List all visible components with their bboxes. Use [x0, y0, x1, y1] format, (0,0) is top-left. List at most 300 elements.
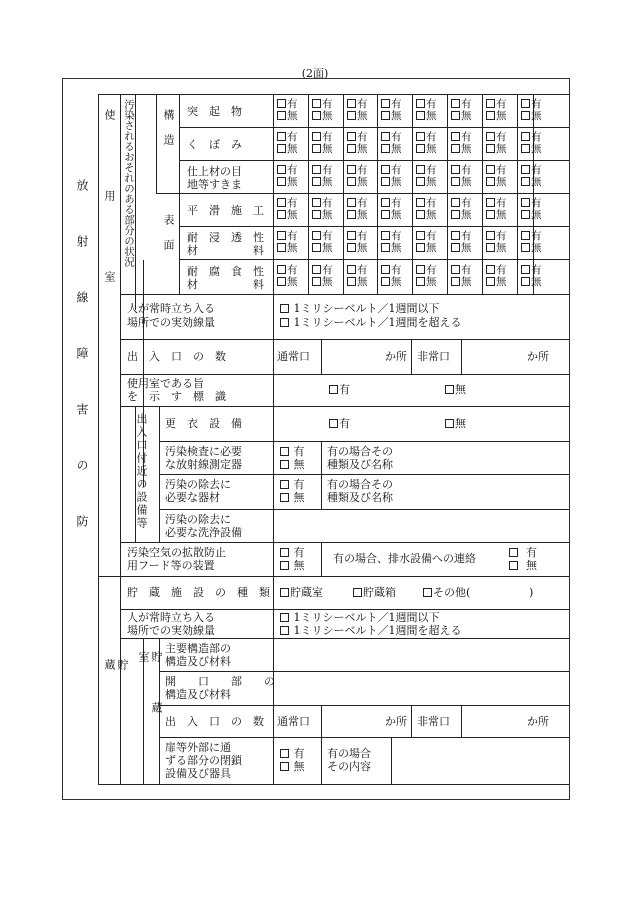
grid-checkbox-no[interactable] [347, 210, 356, 219]
surface-label: 表面 [162, 214, 175, 264]
grid-option-no[interactable] [381, 111, 402, 122]
removal-yes-label: 有 [293, 478, 305, 491]
grid-label-no: 無 [496, 110, 507, 122]
grid-option-no[interactable] [312, 243, 333, 254]
grid-option-yes[interactable] [416, 132, 437, 143]
grid-checkbox-yes[interactable] [312, 132, 321, 141]
grid-label-no: 無 [357, 242, 368, 254]
grid-checkbox-yes[interactable] [521, 132, 530, 141]
grid-checkbox-yes[interactable] [381, 99, 390, 108]
grid-option-no[interactable] [416, 277, 437, 288]
grid-label-no: 無 [357, 276, 368, 288]
grid-checkbox-yes[interactable] [486, 165, 495, 174]
grid-checkbox-no[interactable] [486, 210, 495, 219]
grid-checkbox-yes[interactable] [277, 132, 286, 141]
grid-label-no: 無 [496, 176, 507, 188]
grid-option-yes[interactable] [312, 165, 333, 176]
grid-label-yes: 有 [496, 264, 507, 276]
grid-option-no[interactable] [381, 243, 402, 254]
grid-option-no[interactable] [347, 210, 368, 221]
grid-checkbox-no[interactable] [277, 177, 286, 186]
grid-checkbox-no[interactable] [521, 277, 530, 286]
inspect-yes-checkbox[interactable] [280, 447, 289, 456]
grid-option-yes[interactable] [486, 198, 507, 209]
grid-label-yes: 有 [357, 98, 368, 110]
grid-option-yes[interactable] [381, 99, 402, 110]
grid-option-no[interactable] [347, 177, 368, 188]
struct-label-2: 構造及び材料 [165, 655, 231, 668]
sign-no-checkbox[interactable] [445, 385, 454, 394]
grid-option-yes[interactable] [451, 265, 472, 276]
grid-option-no[interactable] [416, 210, 437, 221]
wash-label-2: 必要な洗浄設備 [165, 526, 242, 539]
storage-dose-label-2: 場所での実効線量 [127, 624, 215, 637]
grid-option-no[interactable] [347, 111, 368, 122]
grid-label-yes: 有 [287, 197, 298, 209]
grid-checkbox-yes[interactable] [277, 99, 286, 108]
grid-option-no[interactable] [381, 210, 402, 221]
grid-label-yes: 有 [426, 197, 437, 209]
grid-option-yes[interactable] [451, 99, 472, 110]
storage-room-checkbox[interactable] [280, 588, 289, 597]
grid-checkbox-no[interactable] [277, 144, 286, 153]
grid-label-yes: 有 [426, 230, 437, 242]
grid-checkbox-no[interactable] [347, 177, 356, 186]
grid-checkbox-no[interactable] [416, 111, 425, 120]
grid-option-yes[interactable] [486, 265, 507, 276]
grid-option-no[interactable] [451, 177, 472, 188]
grid-label-yes: 有 [426, 131, 437, 143]
grid-option-yes[interactable] [312, 265, 333, 276]
grid-checkbox-no[interactable] [381, 144, 390, 153]
grid-label-no: 無 [461, 209, 472, 221]
grid-option-yes[interactable] [416, 231, 437, 242]
grid-option-no[interactable] [451, 144, 472, 155]
grid-option-yes[interactable] [521, 165, 542, 176]
grid-checkbox-yes[interactable] [486, 231, 495, 240]
grid-checkbox-yes[interactable] [277, 265, 286, 274]
grid-checkbox-no[interactable] [451, 277, 460, 286]
grid-checkbox-yes[interactable] [277, 231, 286, 240]
grid-option-no[interactable] [277, 144, 298, 155]
dose-option-over: 1ミリシーベルト／1週間を超える [293, 316, 462, 329]
emergency-entrance-label: 非常口 [417, 350, 450, 363]
exhaust-no-label: 無 [526, 559, 537, 572]
changing-no-checkbox[interactable] [445, 419, 454, 428]
grid-checkbox-yes[interactable] [347, 165, 356, 174]
grid-option-no[interactable] [416, 144, 437, 155]
grid-label-no: 無 [287, 209, 298, 221]
grid-option-yes[interactable] [416, 165, 437, 176]
grid-checkbox-yes[interactable] [416, 198, 425, 207]
grid-checkbox-yes[interactable] [381, 132, 390, 141]
grid-checkbox-yes[interactable] [451, 165, 460, 174]
grid-checkbox-no[interactable] [277, 277, 286, 286]
grid-option-no[interactable] [521, 177, 542, 188]
grid-option-no[interactable] [416, 243, 437, 254]
grid-label-yes: 有 [322, 230, 333, 242]
door-note-2: その内容 [327, 760, 371, 773]
exhaust-yes-checkbox[interactable] [509, 548, 518, 557]
grid-option-yes[interactable] [347, 99, 368, 110]
grid-checkbox-no[interactable] [312, 111, 321, 120]
grid-checkbox-no[interactable] [451, 111, 460, 120]
door-yes-checkbox[interactable] [280, 749, 289, 758]
grid-option-yes[interactable] [312, 99, 333, 110]
grid-checkbox-no[interactable] [451, 210, 460, 219]
row-label-smooth: 平 滑 施 工 [187, 204, 264, 217]
grid-checkbox-no[interactable] [486, 177, 495, 186]
changing-no-label: 無 [455, 417, 466, 430]
grid-checkbox-yes[interactable] [381, 231, 390, 240]
grid-option-yes[interactable] [347, 198, 368, 209]
grid-option-yes[interactable] [312, 231, 333, 242]
grid-checkbox-yes[interactable] [277, 165, 286, 174]
grid-checkbox-no[interactable] [381, 210, 390, 219]
grid-option-yes[interactable] [521, 99, 542, 110]
grid-checkbox-no[interactable] [381, 111, 390, 120]
grid-checkbox-yes[interactable] [416, 99, 425, 108]
grid-label-yes: 有 [357, 131, 368, 143]
grid-option-no[interactable] [347, 243, 368, 254]
grid-option-yes[interactable] [486, 231, 507, 242]
grid-option-yes[interactable] [277, 99, 298, 110]
grid-label-no: 無 [426, 176, 437, 188]
grid-checkbox-no[interactable] [451, 177, 460, 186]
grid-option-no[interactable] [277, 210, 298, 221]
grid-option-yes[interactable] [347, 132, 368, 143]
grid-checkbox-no[interactable] [486, 111, 495, 120]
inspect-yes-label: 有 [293, 445, 305, 458]
grid-option-no[interactable] [521, 277, 542, 288]
grid-option-yes[interactable] [277, 198, 298, 209]
grid-label-no: 無 [531, 176, 542, 188]
door-label-3: 設備及び器具 [165, 767, 231, 780]
grid-checkbox-no[interactable] [347, 243, 356, 252]
grid-label-no: 無 [461, 276, 472, 288]
grid-checkbox-yes[interactable] [381, 165, 390, 174]
grid-checkbox-no[interactable] [312, 243, 321, 252]
grid-option-no[interactable] [486, 111, 507, 122]
grid-label-no: 無 [426, 110, 437, 122]
hood-no-checkbox[interactable] [280, 561, 289, 570]
grid-label-no: 無 [531, 110, 542, 122]
grid-option-yes[interactable] [381, 265, 402, 276]
grid-option-yes[interactable] [416, 198, 437, 209]
grid-checkbox-yes[interactable] [521, 198, 530, 207]
grid-option-no[interactable] [521, 243, 542, 254]
storage-dose-over-checkbox[interactable] [280, 626, 289, 635]
grid-option-no[interactable] [381, 277, 402, 288]
grid-checkbox-no[interactable] [347, 144, 356, 153]
grid-label-yes: 有 [322, 164, 333, 176]
grid-checkbox-yes[interactable] [347, 99, 356, 108]
grid-checkbox-no[interactable] [381, 277, 390, 286]
grid-checkbox-yes[interactable] [381, 198, 390, 207]
grid-checkbox-yes[interactable] [347, 231, 356, 240]
grid-checkbox-yes[interactable] [521, 265, 530, 274]
grid-label-yes: 有 [391, 98, 402, 110]
grid-option-yes[interactable] [521, 231, 542, 242]
grid-checkbox-no[interactable] [312, 210, 321, 219]
grid-label-no: 無 [496, 242, 507, 254]
grid-option-yes[interactable] [486, 132, 507, 143]
grid-option-yes[interactable] [521, 132, 542, 143]
storage-facility-label: 貯蔵 [103, 659, 129, 750]
grid-label-no: 無 [322, 242, 333, 254]
hood-yes-checkbox[interactable] [280, 548, 289, 557]
grid-checkbox-yes[interactable] [312, 231, 321, 240]
grid-checkbox-no[interactable] [416, 210, 425, 219]
grid-option-no[interactable] [381, 144, 402, 155]
grid-checkbox-yes[interactable] [451, 132, 460, 141]
grid-option-no[interactable] [312, 277, 333, 288]
grid-option-yes[interactable] [521, 265, 542, 276]
door-no-checkbox[interactable] [280, 762, 289, 771]
grid-option-no[interactable] [486, 177, 507, 188]
grid-option-no[interactable] [277, 277, 298, 288]
grid-option-no[interactable] [451, 277, 472, 288]
grid-option-no[interactable] [521, 111, 542, 122]
grid-checkbox-no[interactable] [486, 243, 495, 252]
section-title: 放射線障害の防 [75, 179, 89, 571]
grid-checkbox-yes[interactable] [312, 265, 321, 274]
grid-checkbox-yes[interactable] [416, 231, 425, 240]
grid-checkbox-no[interactable] [416, 177, 425, 186]
grid-label-yes: 有 [391, 164, 402, 176]
grid-checkbox-no[interactable] [381, 243, 390, 252]
grid-option-yes[interactable] [347, 265, 368, 276]
grid-label-yes: 有 [391, 230, 402, 242]
grid-option-no[interactable] [451, 111, 472, 122]
grid-checkbox-yes[interactable] [347, 132, 356, 141]
grid-checkbox-no[interactable] [347, 111, 356, 120]
grid-option-yes[interactable] [381, 198, 402, 209]
grid-option-yes[interactable] [486, 99, 507, 110]
exhaust-no-checkbox[interactable] [509, 561, 518, 570]
grid-label-yes: 有 [461, 98, 472, 110]
grid-option-no[interactable] [312, 210, 333, 221]
grid-checkbox-no[interactable] [347, 277, 356, 286]
grid-option-no[interactable] [277, 177, 298, 188]
grid-option-yes[interactable] [277, 265, 298, 276]
row-label-depression: く ぼ み [187, 138, 242, 151]
grid-option-yes[interactable] [416, 99, 437, 110]
grid-checkbox-yes[interactable] [521, 165, 530, 174]
grid-option-yes[interactable] [277, 231, 298, 242]
grid-label-yes: 有 [531, 230, 542, 242]
grid-label-yes: 有 [496, 230, 507, 242]
inspect-label-2: な放射線測定器 [165, 458, 242, 471]
storage-emergency-entrance-unit: か所 [527, 715, 549, 728]
grid-option-no[interactable] [416, 177, 437, 188]
grid-option-no[interactable] [347, 277, 368, 288]
grid-checkbox-no[interactable] [451, 243, 460, 252]
grid-option-no[interactable] [486, 144, 507, 155]
grid-label-no: 無 [531, 209, 542, 221]
grid-label-no: 無 [287, 143, 298, 155]
grid-checkbox-no[interactable] [312, 177, 321, 186]
grid-option-yes[interactable] [521, 198, 542, 209]
grid-label-no: 無 [287, 276, 298, 288]
grid-option-yes[interactable] [381, 231, 402, 242]
border-line [98, 94, 99, 784]
grid-checkbox-no[interactable] [486, 144, 495, 153]
inspect-label-1: 汚染検査に必要 [165, 445, 242, 458]
grid-checkbox-no[interactable] [521, 111, 530, 120]
grid-checkbox-yes[interactable] [451, 265, 460, 274]
grid-checkbox-yes[interactable] [416, 165, 425, 174]
grid-option-yes[interactable] [277, 165, 298, 176]
grid-checkbox-yes[interactable] [416, 132, 425, 141]
grid-checkbox-yes[interactable] [486, 99, 495, 108]
grid-checkbox-no[interactable] [416, 144, 425, 153]
grid-option-yes[interactable] [486, 165, 507, 176]
removal-yes-checkbox[interactable] [280, 480, 289, 489]
grid-label-yes: 有 [391, 197, 402, 209]
grid-option-yes[interactable] [347, 165, 368, 176]
grid-checkbox-yes[interactable] [486, 132, 495, 141]
other-checkbox[interactable] [423, 588, 432, 597]
grid-checkbox-no[interactable] [416, 277, 425, 286]
storage-normal-entrance-label: 通常口 [277, 715, 310, 728]
grid-checkbox-no[interactable] [312, 277, 321, 286]
removal-no-checkbox[interactable] [280, 493, 289, 502]
grid-checkbox-yes[interactable] [486, 265, 495, 274]
grid-option-no[interactable] [277, 111, 298, 122]
grid-option-yes[interactable] [451, 231, 472, 242]
grid-label-no: 無 [426, 276, 437, 288]
grid-option-no[interactable] [521, 210, 542, 221]
sign-yes-checkbox[interactable] [329, 385, 338, 394]
grid-label-no: 無 [287, 242, 298, 254]
dose-checkbox-under[interactable] [280, 304, 289, 313]
grid-checkbox-yes[interactable] [451, 231, 460, 240]
grid-checkbox-yes[interactable] [451, 198, 460, 207]
grid-option-yes[interactable] [451, 132, 472, 143]
grid-option-no[interactable] [347, 144, 368, 155]
grid-option-no[interactable] [416, 111, 437, 122]
grid-checkbox-yes[interactable] [312, 165, 321, 174]
grid-label-yes: 有 [322, 131, 333, 143]
row-label-projection: 突 起 物 [187, 105, 242, 118]
grid-option-yes[interactable] [451, 165, 472, 176]
removal-label-1: 汚染の除去に [165, 478, 231, 491]
grid-option-yes[interactable] [347, 231, 368, 242]
grid-option-no[interactable] [521, 144, 542, 155]
grid-label-no: 無 [357, 176, 368, 188]
grid-option-no[interactable] [277, 243, 298, 254]
grid-option-yes[interactable] [381, 132, 402, 143]
grid-checkbox-no[interactable] [381, 177, 390, 186]
hood-label-1: 汚染空気の拡散防止 [127, 546, 226, 559]
grid-label-no: 無 [531, 143, 542, 155]
wash-label-1: 汚染の除去に [165, 513, 231, 526]
grid-checkbox-no[interactable] [416, 243, 425, 252]
grid-label-no: 無 [426, 209, 437, 221]
grid-checkbox-yes[interactable] [381, 265, 390, 274]
grid-checkbox-no[interactable] [521, 210, 530, 219]
grid-checkbox-yes[interactable] [521, 231, 530, 240]
grid-option-no[interactable] [381, 177, 402, 188]
dose-checkbox-over[interactable] [280, 318, 289, 327]
grid-checkbox-yes[interactable] [416, 265, 425, 274]
grid-label-no: 無 [426, 242, 437, 254]
grid-option-yes[interactable] [312, 198, 333, 209]
row-label-corr-2: 材 料 [187, 278, 264, 291]
grid-checkbox-no[interactable] [277, 243, 286, 252]
grid-option-yes[interactable] [312, 132, 333, 143]
storage-room-option: 貯蔵室 [290, 586, 323, 599]
grid-option-yes[interactable] [277, 132, 298, 143]
grid-label-no: 無 [461, 176, 472, 188]
grid-label-no: 無 [287, 176, 298, 188]
grid-checkbox-yes[interactable] [521, 99, 530, 108]
other-close: ) [529, 586, 534, 599]
inspect-no-checkbox[interactable] [280, 460, 289, 469]
grid-option-no[interactable] [486, 277, 507, 288]
grid-label-yes: 有 [461, 197, 472, 209]
grid-option-yes[interactable] [381, 165, 402, 176]
grid-checkbox-yes[interactable] [486, 198, 495, 207]
emergency-entrance-unit: か所 [527, 350, 549, 363]
grid-checkbox-no[interactable] [451, 144, 460, 153]
grid-checkbox-no[interactable] [521, 144, 530, 153]
grid-option-no[interactable] [486, 243, 507, 254]
grid-option-no[interactable] [312, 111, 333, 122]
grid-option-yes[interactable] [451, 198, 472, 209]
grid-checkbox-yes[interactable] [451, 99, 460, 108]
entrance-facilities-label: 出入口付近の設備等 [135, 413, 148, 530]
grid-checkbox-no[interactable] [312, 144, 321, 153]
grid-checkbox-no[interactable] [277, 111, 286, 120]
storage-box-checkbox[interactable] [353, 588, 362, 597]
grid-label-no: 無 [357, 110, 368, 122]
dose-option-under: 1ミリシーベルト／1週間以下 [293, 302, 440, 315]
grid-label-yes: 有 [531, 164, 542, 176]
grid-checkbox-no[interactable] [277, 210, 286, 219]
changing-yes-checkbox[interactable] [329, 419, 338, 428]
grid-option-no[interactable] [486, 210, 507, 221]
grid-checkbox-yes[interactable] [312, 198, 321, 207]
grid-option-yes[interactable] [416, 265, 437, 276]
grid-checkbox-no[interactable] [486, 277, 495, 286]
grid-label-yes: 有 [322, 98, 333, 110]
grid-option-no[interactable] [451, 210, 472, 221]
grid-label-yes: 有 [426, 164, 437, 176]
storage-entrance-count-label: 出 入 口 の 数 [165, 715, 264, 728]
exhaust-link-label: 有の場合、排水設備への連絡 [333, 552, 476, 565]
grid-option-no[interactable] [312, 144, 333, 155]
grid-label-yes: 有 [357, 197, 368, 209]
grid-checkbox-yes[interactable] [277, 198, 286, 207]
changing-label: 更 衣 設 備 [165, 417, 242, 430]
grid-checkbox-no[interactable] [521, 177, 530, 186]
grid-checkbox-no[interactable] [521, 243, 530, 252]
grid-label-no: 無 [322, 276, 333, 288]
grid-label-no: 無 [496, 143, 507, 155]
grid-option-no[interactable] [451, 243, 472, 254]
inspect-no-label: 無 [293, 458, 305, 471]
grid-label-yes: 有 [287, 264, 298, 276]
grid-checkbox-yes[interactable] [347, 198, 356, 207]
storage-dose-under-checkbox[interactable] [280, 613, 289, 622]
grid-option-no[interactable] [312, 177, 333, 188]
grid-checkbox-yes[interactable] [347, 265, 356, 274]
grid-checkbox-yes[interactable] [312, 99, 321, 108]
row-label-finish-1: 仕上材の目 [187, 165, 242, 178]
sign-label-1: 使用室である旨 [127, 377, 204, 390]
